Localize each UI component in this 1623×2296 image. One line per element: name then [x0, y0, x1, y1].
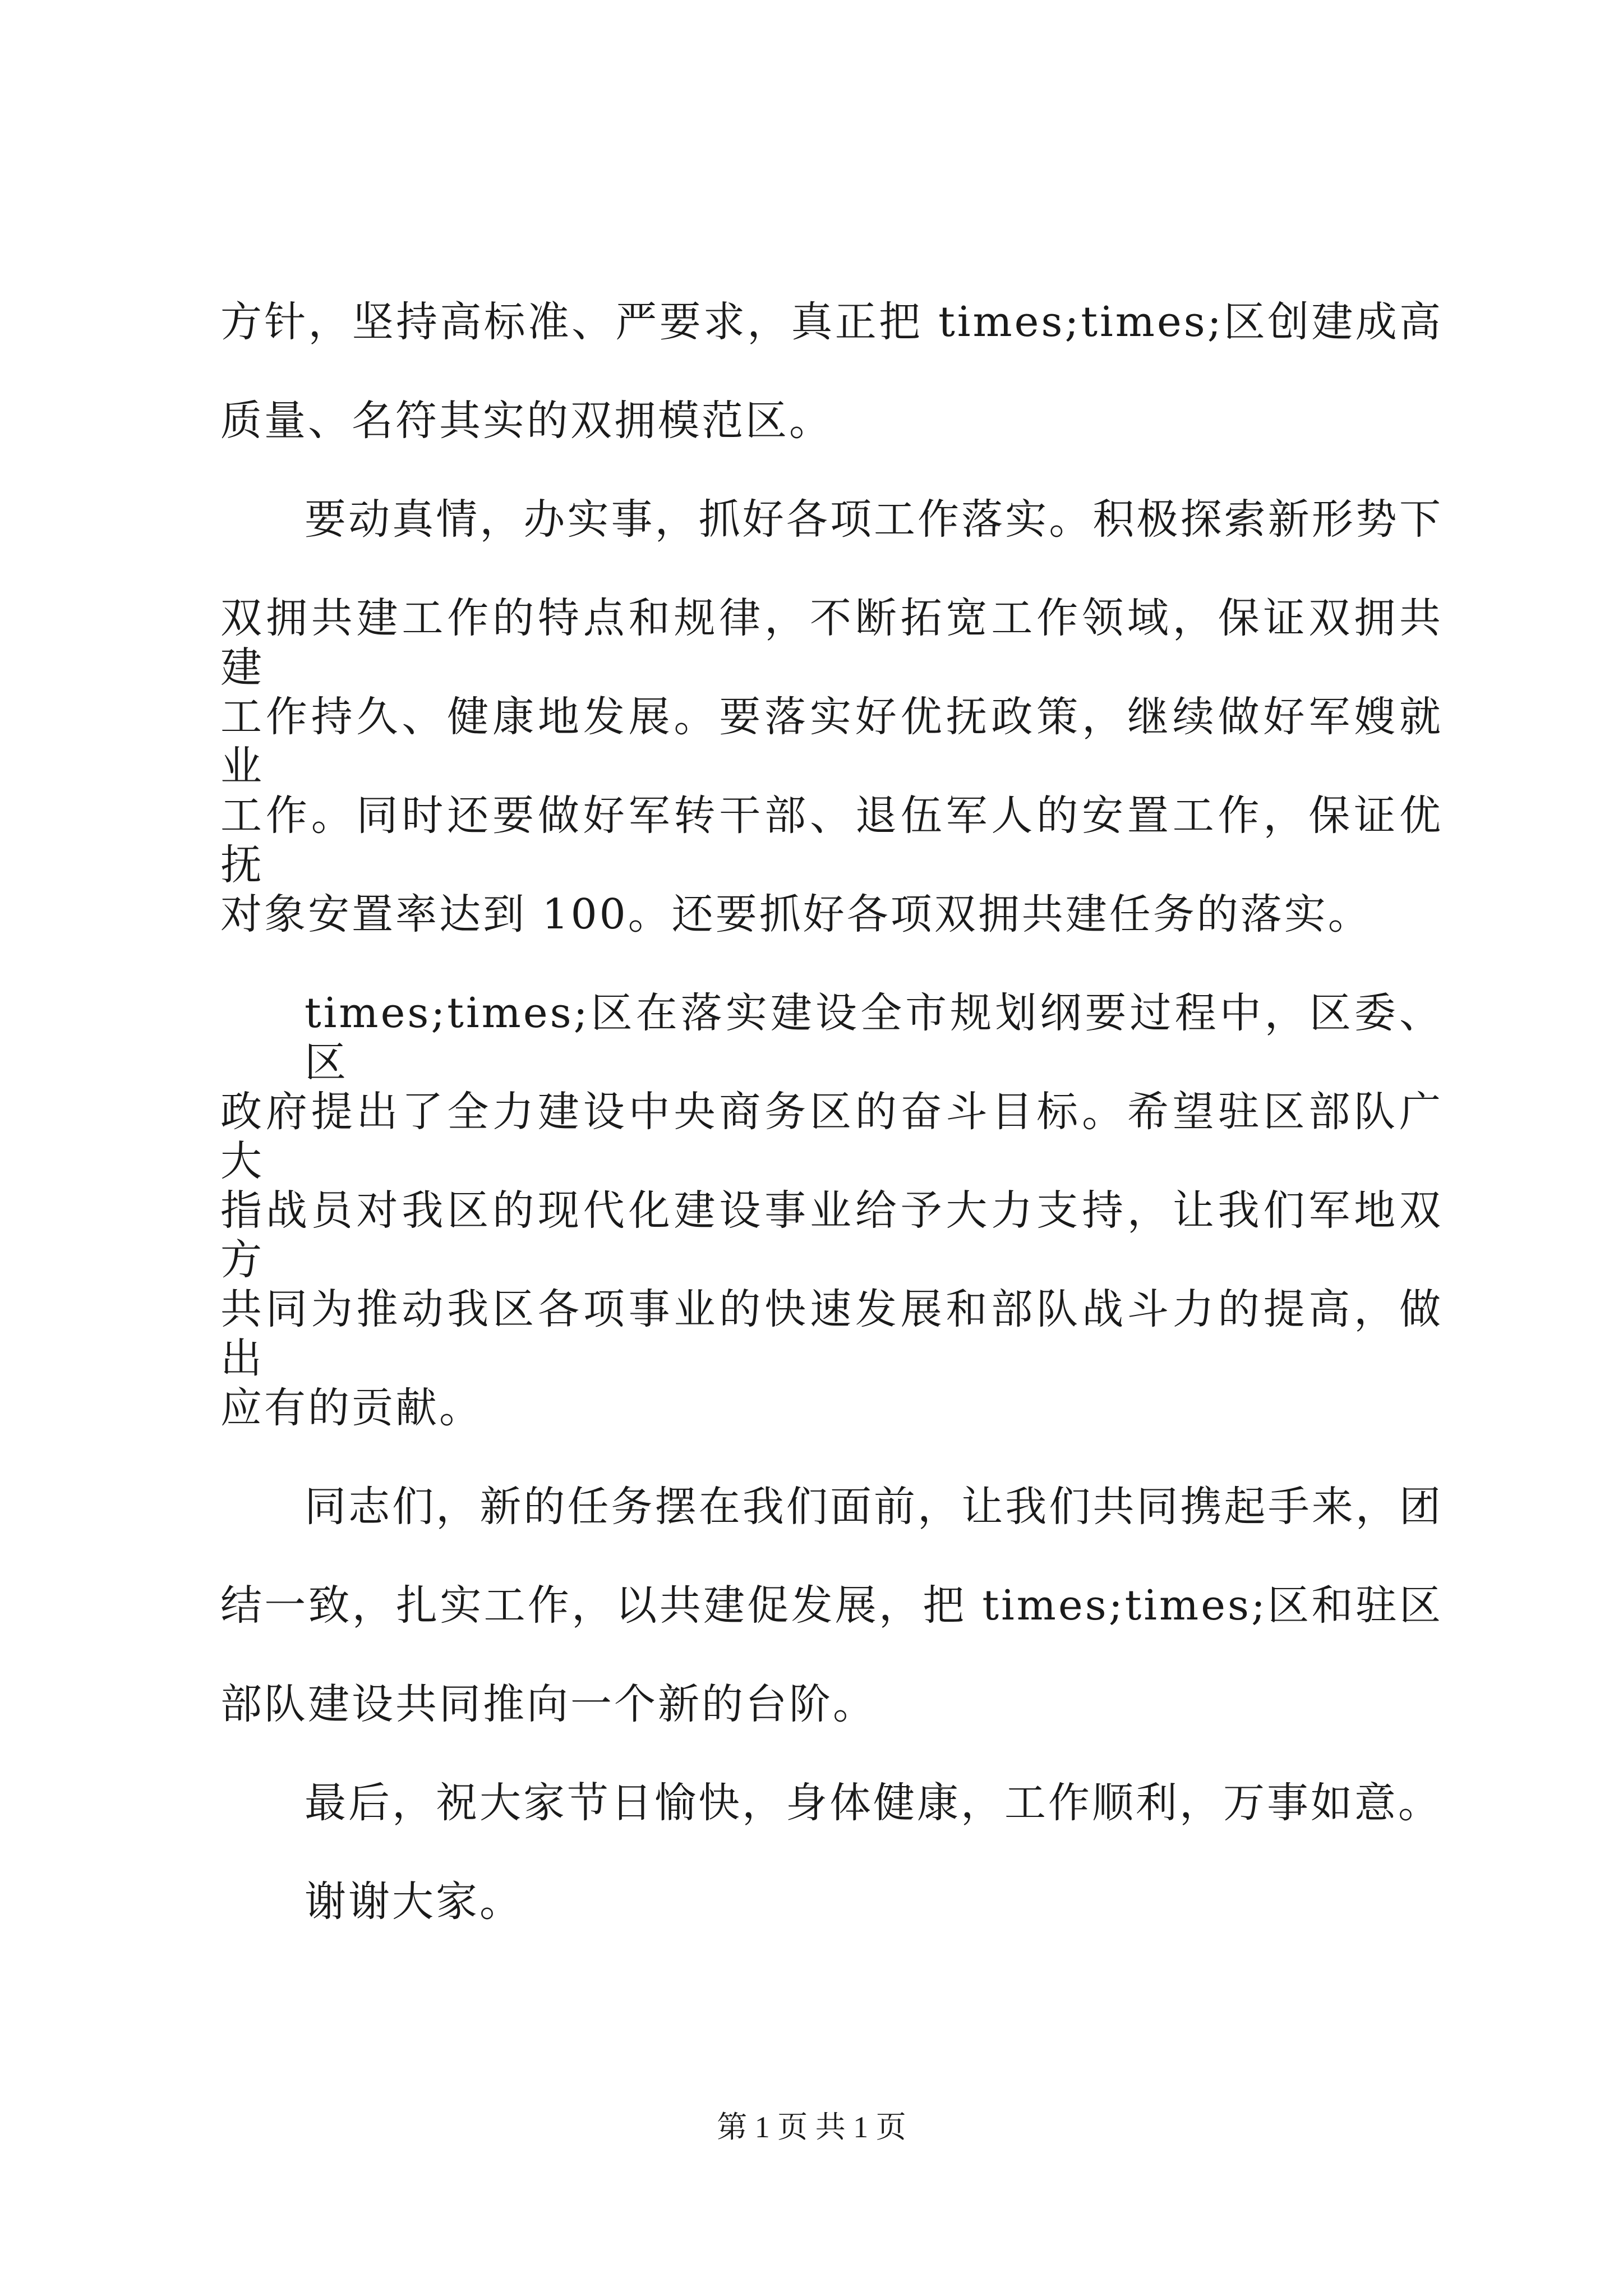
text-line: 质量、名符其实的双拥模范区。: [220, 397, 833, 445]
text-line: 工作持久、健康地发展。要落实好优抚政策，继续做好军嫂就业: [220, 693, 1443, 790]
text-line: 方针，坚持高标准、严要求，真正把 times;times;区创建成高: [220, 298, 1443, 346]
paragraph-start-line: 最后，祝大家节日愉快，身体健康，工作顺利，万事如意。: [305, 1779, 1442, 1827]
text-line: 对象安置率达到 100。还要抓好各项双拥共建任务的落实。: [220, 890, 1372, 938]
body-text: [220, 297, 1443, 1976]
paragraph-start-line: 同志们，新的任务摆在我们面前，让我们共同携起手来，团: [305, 1483, 1443, 1531]
paragraph-start-line: 谢谢大家。: [305, 1878, 523, 1926]
paragraph-start-line: 要动真情，办实事，抓好各项工作落实。积极探索新形势下: [305, 495, 1443, 544]
text-line: 结一致，扎实工作，以共建促发展，把 times;times;区和驻区: [220, 1581, 1443, 1630]
text-line: 指战员对我区的现代化建设事业给予大力支持，让我们军地双方: [220, 1186, 1443, 1284]
text-line: 政府提出了全力建设中央商务区的奋斗目标。希望驻区部队广大: [220, 1088, 1443, 1185]
paragraph-start-line: times;times;区在落实建设全市规划纲要过程中，区委、区: [305, 989, 1443, 1087]
page-footer: 第 1 页 共 1 页: [717, 2110, 906, 2144]
text-line: 部队建设共同推向一个新的台阶。: [220, 1680, 877, 1728]
text-line: 双拥共建工作的特点和规律，不断拓宽工作领域，保证双拥共建: [220, 594, 1443, 692]
text-line: 工作。同时还要做好军转干部、退伍军人的安置工作，保证优抚: [220, 792, 1443, 889]
text-line: 共同为推动我区各项事业的快速发展和部队战斗力的提高，做出: [220, 1285, 1443, 1383]
text-line: 应有的贡献。: [220, 1384, 483, 1432]
